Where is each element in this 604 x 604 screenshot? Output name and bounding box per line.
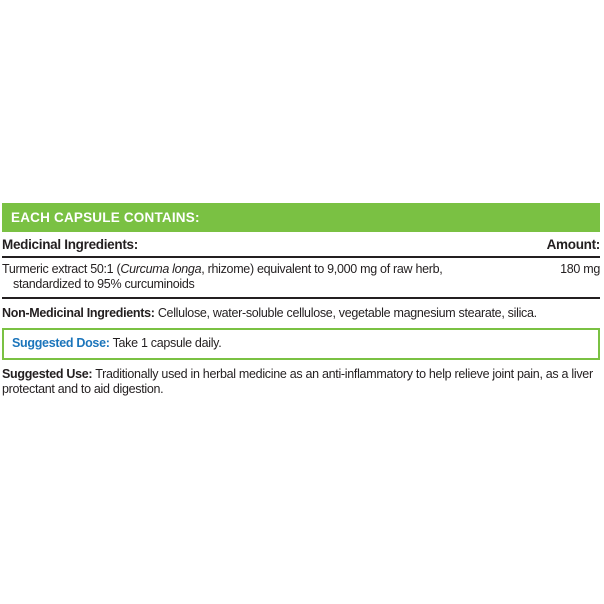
- medicinal-ingredients-heading: Medicinal Ingredients:: [2, 237, 138, 252]
- suggested-dose-label: Suggested Dose:: [12, 336, 110, 350]
- ingredient-name-line1: [2, 262, 442, 277]
- each-capsule-contains-bar: [2, 203, 600, 232]
- panel-title: EACH CAPSULE CONTAINS:: [11, 210, 200, 225]
- ingredient-name-post: , rhizome) equivalent to 9,000 mg of raw herb,: [201, 262, 443, 276]
- amount-heading: Amount:: [546, 237, 600, 252]
- suggested-use-text: Traditionally used in herbal medicine as an anti-inflammatory to help relieve joint pain, as a liver protectant and to aid digestion.: [2, 367, 593, 396]
- suggested-dose-text: Take 1 capsule daily.: [112, 336, 222, 350]
- non-medicinal-text: Cellulose, water-soluble cellulose, vegetable magnesium stearate, silica.: [157, 306, 537, 320]
- suggested-use-label: Suggested Use:: [2, 367, 93, 381]
- ingredient-latin-name: Curcuma longa: [120, 262, 202, 276]
- ingredient-name-pre: Turmeric extract 50:1 (: [2, 262, 121, 276]
- supplement-facts-panel: [2, 203, 600, 397]
- ingredient-name-line2: standardized to 95% curcuminoids: [13, 277, 195, 291]
- suggested-dose-box: [2, 328, 600, 360]
- non-medicinal-label: Non-Medicinal Ingredients:: [2, 306, 155, 320]
- suggested-use-paragraph: [2, 367, 600, 397]
- ingredient-amount: 180 mg: [560, 262, 600, 276]
- non-medicinal-paragraph: [2, 306, 600, 321]
- ingredient-name: [2, 262, 442, 292]
- column-headings-row: [2, 237, 600, 258]
- ingredient-row-turmeric: [2, 258, 600, 299]
